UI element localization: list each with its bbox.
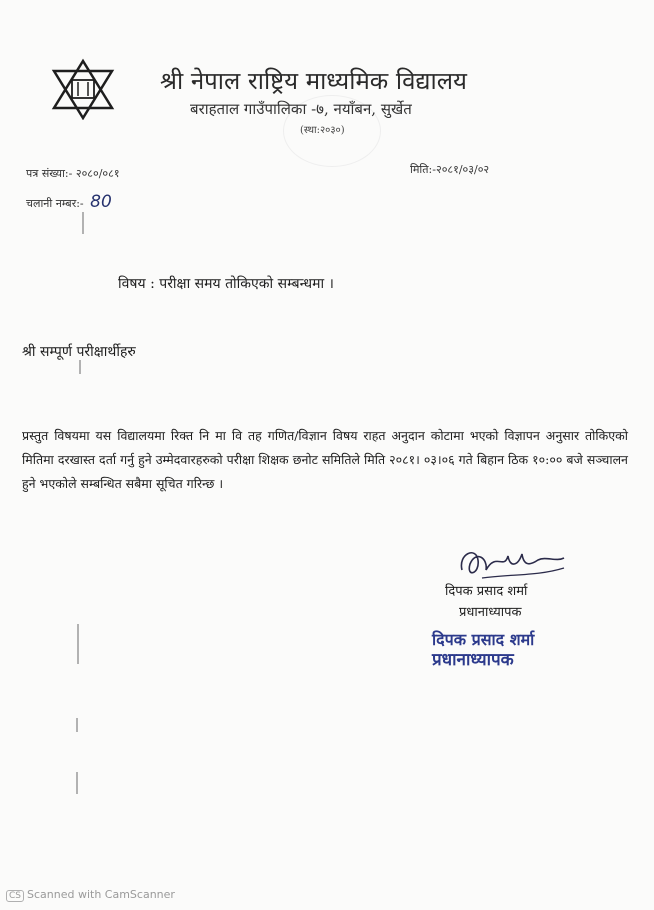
reference-value: २०८०/०८१ <box>75 167 120 180</box>
school-name: श्री नेपाल राष्ट्रिय माध्यमिक विद्यालय <box>160 67 467 95</box>
school-address: बराहताल गाउँपालिका -७, नयाँबन, सुर्खेत <box>190 100 412 118</box>
reference-label: पत्र संख्या:- <box>26 167 73 180</box>
stamp-name: दिपक प्रसाद शर्मा <box>432 630 535 649</box>
stamp-title: प्रधानाध्यापक <box>432 650 514 670</box>
scanner-watermark <box>6 888 175 902</box>
signatory-name: दिपक प्रसाद शर्मा <box>445 584 528 599</box>
establishment-year: (स्था:२०३०) <box>300 125 345 136</box>
camscanner-icon: CS <box>6 890 24 902</box>
scan-mark <box>82 212 84 234</box>
school-logo <box>50 58 116 120</box>
scan-mark <box>77 624 79 664</box>
letter-date <box>410 162 489 177</box>
reference-number <box>26 166 120 181</box>
dispatch-number <box>26 192 112 212</box>
date-value: २०८१/०३/०२ <box>435 163 490 176</box>
scan-mark <box>76 772 78 794</box>
scan-mark <box>76 718 78 732</box>
subject-label: विषय : <box>118 276 155 292</box>
star-emblem-icon <box>50 58 116 120</box>
signatory-title: प्रधानाध्यापक <box>459 605 522 620</box>
letter-subject <box>118 274 334 293</box>
scan-mark <box>79 360 81 374</box>
subject-text: परीक्षा समय तोकिएको सम्बन्धमा । <box>159 276 334 292</box>
letter-body: प्रस्तुत विषयमा यस विद्यालयमा रिक्त नि मा वि तह गणित/विज्ञान विषय राहत अनुदान कोटामा भएको विज्ञापन अनुसार तोकिएको मितिमा दरखास्त दर्ता गर्नु हुने उम्मेदवारहरुको परीक्षा शिक्षक छनोट समितिले मिति २०८१। ०३।०६ गते बिहान ठिक १०:०० बजे सञ्चालन हुने भएकोले सम्बन्धित सबैमा सूचित गरिन्छ । <box>22 428 628 491</box>
scanner-text: Scanned with CamScanner <box>27 888 175 901</box>
date-label: मिति:- <box>410 163 436 176</box>
letter-recipient: श्री सम्पूर्ण परीक्षार्थीहरु <box>22 344 136 360</box>
dispatch-label: चलानी नम्बर:- <box>26 197 84 210</box>
dispatch-value: 80 <box>90 192 112 212</box>
